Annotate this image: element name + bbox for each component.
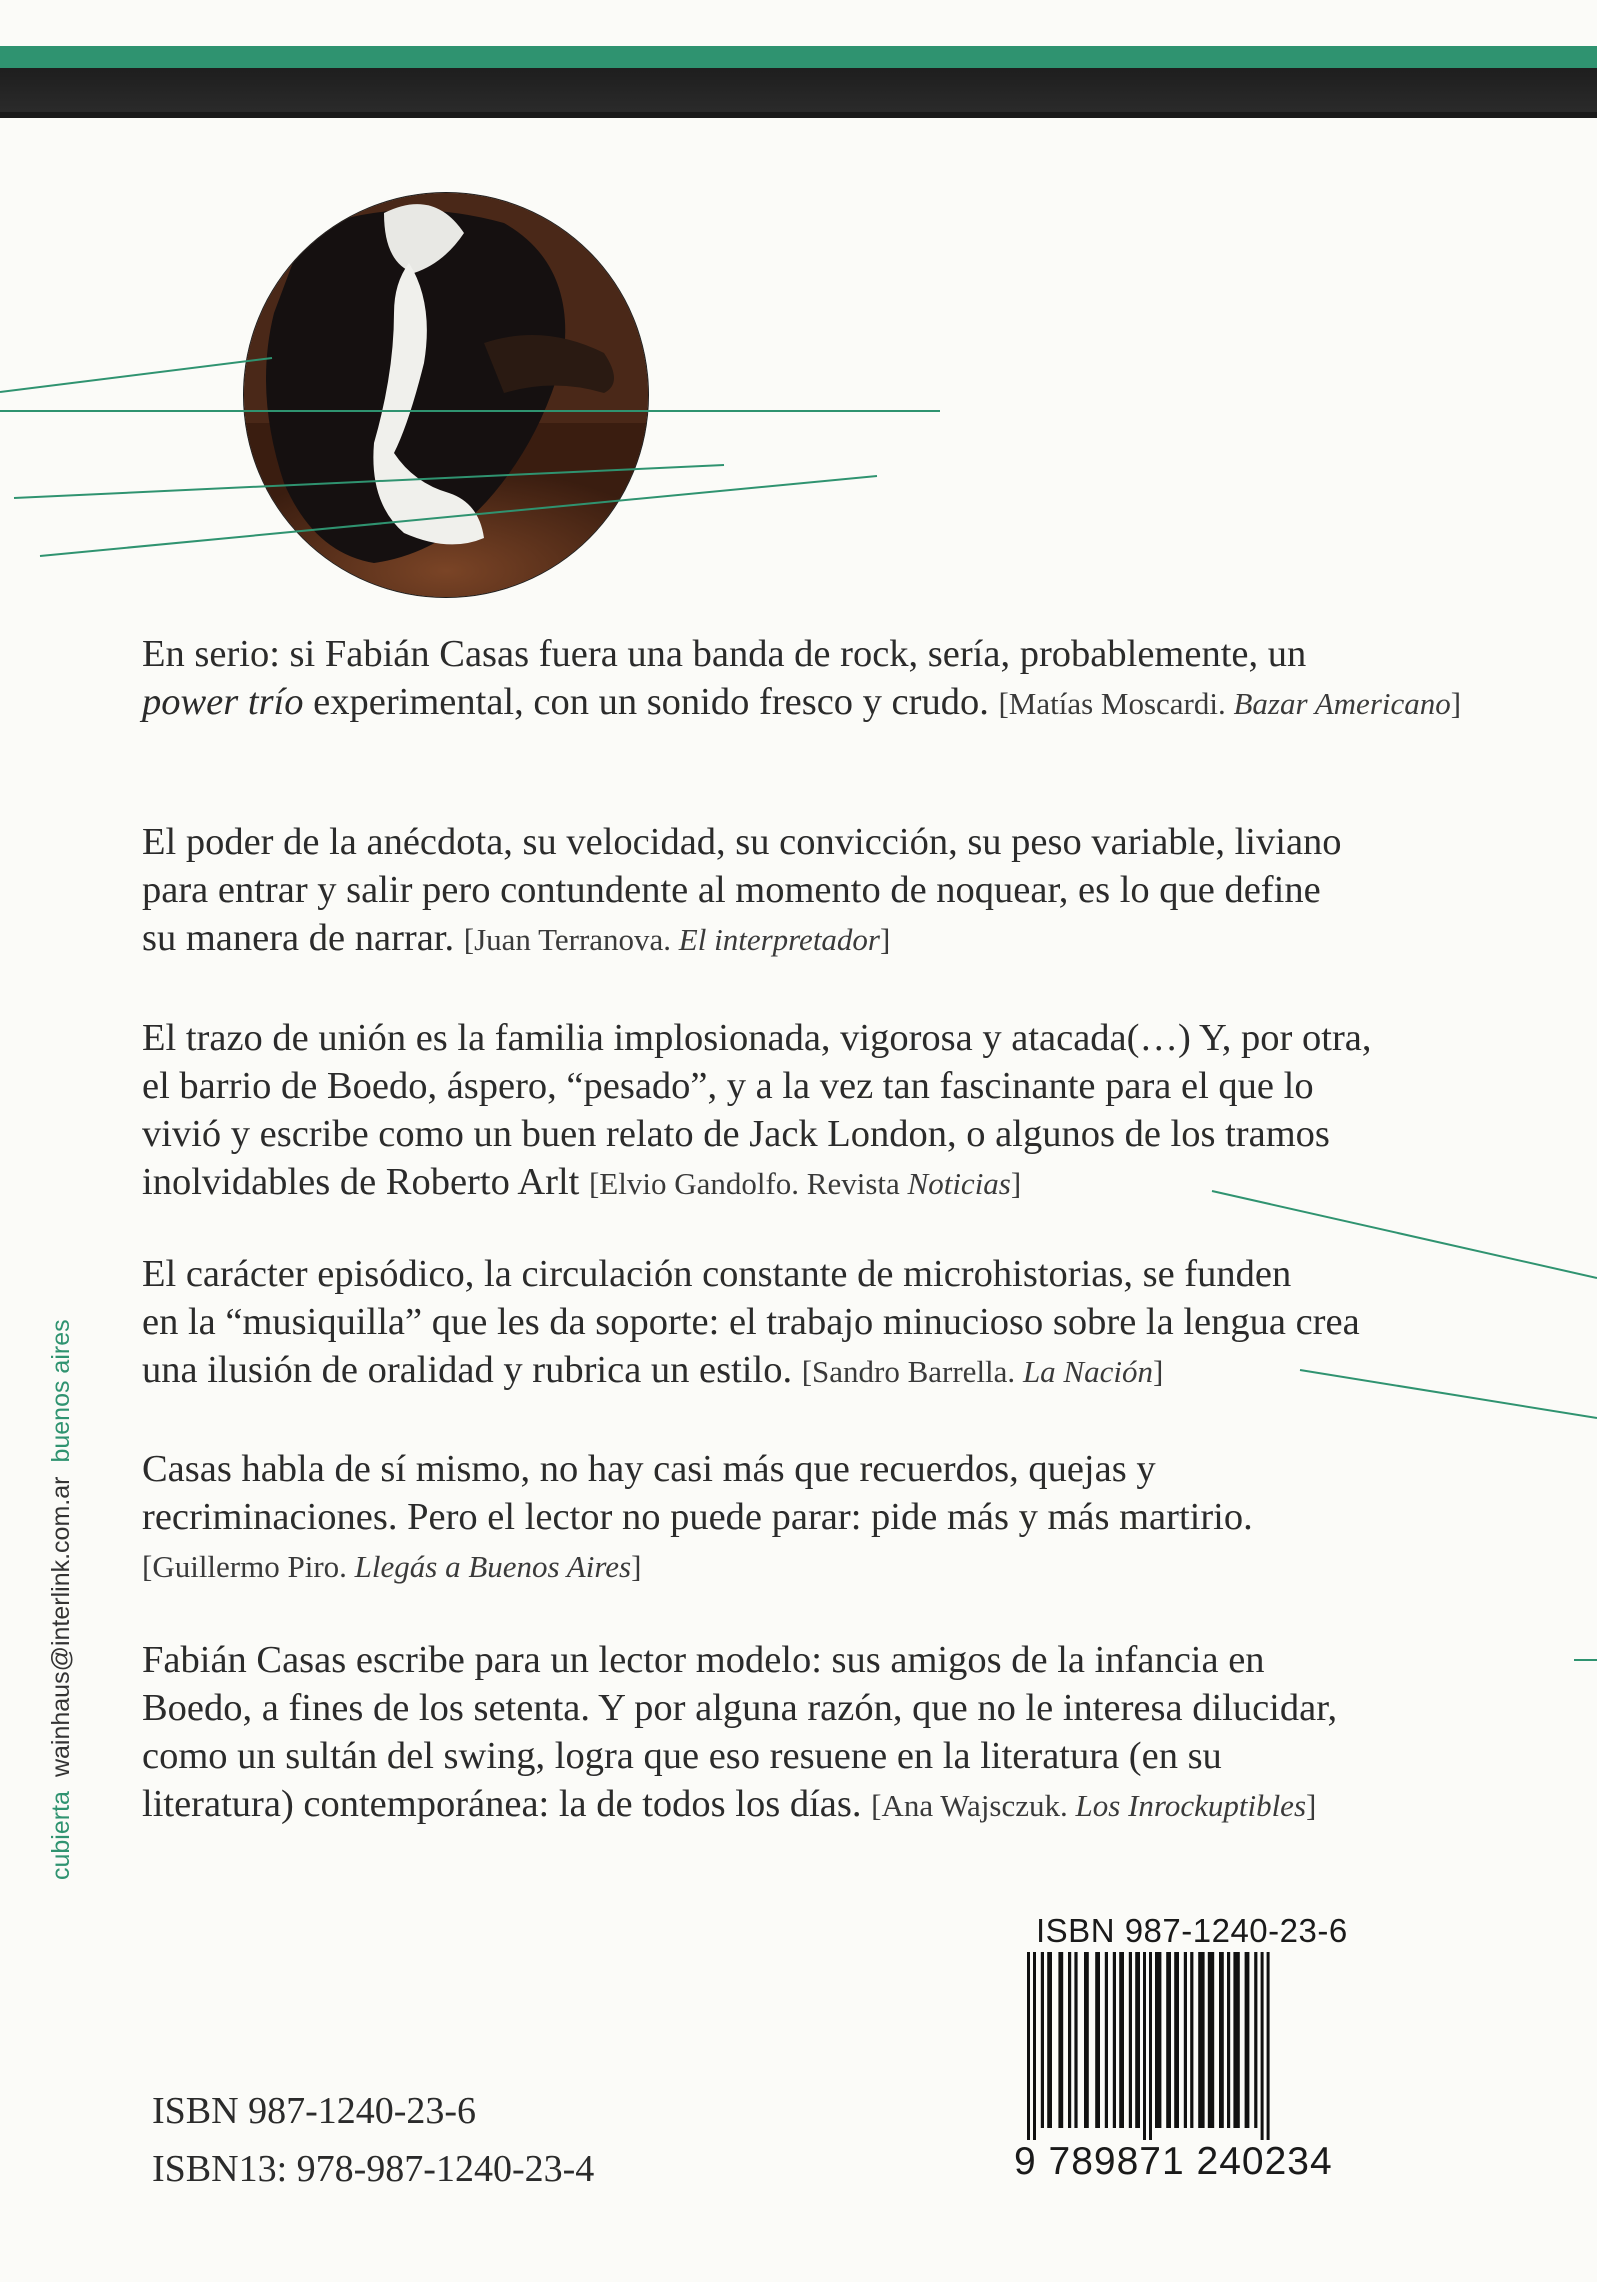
barcode-bar	[1267, 1952, 1270, 2142]
quote-2-line-1: El poder de la anécdota, su velocidad, su convicción, su peso variable, liviano	[142, 821, 1342, 863]
spine-credits	[47, 1319, 76, 1880]
barcode-bar	[1129, 1952, 1132, 2128]
publisher-city: buenos aires	[47, 1319, 75, 1463]
quote-1-cite	[998, 686, 1461, 721]
quote-6-line-3: como un sultán del swing, logra que eso resuene en la literatura (en su	[142, 1735, 1222, 1777]
barcode-bar	[1233, 1952, 1239, 2128]
barcode-bar	[1254, 1952, 1257, 2128]
cover-credit-label: cubierta	[47, 1791, 75, 1880]
barcode-bar	[1084, 1952, 1089, 2128]
quote-3-line-1: El trazo de unión es la familia implosionada, vigorosa y atacada(…) Y, por otra,	[142, 1017, 1372, 1059]
quote-4-cite-source: La Nación	[1022, 1354, 1153, 1389]
quote-2-line-2: para entrar y salir pero contundente al momento de noquear, es lo que define	[142, 869, 1321, 911]
review-quote-4	[142, 1250, 1512, 1396]
barcode-bar	[1261, 1952, 1264, 2142]
isbn-10: ISBN 987-1240-23-6	[152, 2090, 477, 2132]
quote-2-cite-close: ]	[880, 922, 891, 957]
quote-6-cite-author: [Ana Wajsczuk.	[871, 1788, 1068, 1823]
top-green-band	[0, 46, 1597, 68]
barcode-bar	[1166, 1952, 1171, 2128]
barcode-group-2: 240234	[1196, 2140, 1333, 2183]
quote-1-line-1: En serio: si Fabián Casas fuera una banda de rock, sería, probablemente, un	[142, 633, 1307, 675]
barcode-bar	[1198, 1952, 1204, 2128]
quote-6-line-2: Boedo, a fines de los setenta. Y por alguna razón, que no le interesa dilucidar,	[142, 1687, 1338, 1729]
quote-5-cite-source: Llegás a Buenos Aires	[354, 1549, 632, 1584]
quote-2-cite-author: [Juan Terranova.	[463, 922, 672, 957]
barcode-bar	[1219, 1952, 1224, 2128]
review-quote-2	[142, 818, 1512, 964]
quote-4-cite-author: [Sandro Barrella.	[801, 1354, 1016, 1389]
quote-6-cite-source: Los Inrockuptibles	[1075, 1788, 1307, 1823]
top-black-band	[0, 68, 1597, 118]
quote-2-cite	[464, 922, 891, 957]
barcode	[1011, 1906, 1391, 2142]
quote-4-line-2: en la “musiquilla” que les da soporte: el trabajo minucioso sobre la lengua crea	[142, 1301, 1360, 1343]
author-photo-circle	[244, 193, 648, 597]
barcode-bar	[1149, 1952, 1152, 2142]
barcode-bar	[1227, 1952, 1230, 2128]
barcode-bar	[1068, 1952, 1071, 2128]
quote-3-cite-source: Noticias	[907, 1166, 1011, 1201]
review-quote-3	[142, 1014, 1512, 1208]
barcode-bar	[1058, 1952, 1063, 2128]
barcode-bar	[1245, 1952, 1250, 2128]
quote-3-cite	[589, 1166, 1021, 1201]
review-quote-5	[142, 1445, 1512, 1591]
barcode-bar	[1135, 1952, 1140, 2128]
barcode-bar	[1027, 1952, 1030, 2142]
quote-1-line-2-rest: experimental, con un sonido fresco y crudo.	[303, 681, 989, 723]
quote-5-line-2: recriminaciones. Pero el lector no puede parar: pide más y más martirio.	[142, 1496, 1253, 1538]
barcode-bar	[1155, 1952, 1161, 2128]
barcode-bar	[1184, 1952, 1187, 2128]
review-quote-6	[142, 1636, 1512, 1830]
barcode-bar	[1190, 1952, 1193, 2128]
quote-4-line-1: El carácter episódico, la circulación constante de microhistorias, se funden	[142, 1253, 1292, 1295]
quote-4-cite	[802, 1354, 1164, 1389]
review-quote-1	[142, 630, 1512, 728]
quote-6-cite	[871, 1788, 1316, 1823]
quote-6-line-1: Fabián Casas escribe para un lector modelo: sus amigos de la infancia en	[142, 1639, 1265, 1681]
quote-4-line-3: una ilusión de oralidad y rubrica un estilo.	[142, 1349, 793, 1391]
barcode-bar	[1174, 1952, 1179, 2128]
quote-5-cite-author: [Guillermo Piro.	[142, 1549, 347, 1584]
barcode-bar	[1105, 1952, 1108, 2128]
barcode-first-digit: 9	[1014, 2140, 1037, 2183]
isbn-13: ISBN13: 978-987-1240-23-4	[152, 2148, 595, 2190]
quote-6-cite-close: ]	[1306, 1788, 1317, 1823]
barcode-bar	[1041, 1952, 1044, 2128]
publisher-email: wainhaus@interlink.com.ar	[47, 1476, 75, 1778]
quote-3-line-4: inolvidables de Roberto Arlt	[142, 1161, 580, 1203]
quote-5-line-1: Casas habla de sí mismo, no hay casi más que recuerdos, quejas y	[142, 1448, 1156, 1490]
quote-1-cite-source: Bazar Americano	[1233, 686, 1451, 721]
quote-6-line-4: literatura) contemporánea: la de todos los días.	[142, 1783, 862, 1825]
barcode-bar	[1208, 1952, 1214, 2128]
barcode-bar	[1119, 1952, 1124, 2128]
barcode-bar	[1033, 1952, 1036, 2142]
quote-1-emphasis: power trío	[142, 681, 304, 723]
quote-1-cite-author: [Matías Moscardi.	[998, 686, 1226, 721]
quote-3-line-3: vivió y escribe como un buen relato de Jack London, o algunos de los tramos	[142, 1113, 1330, 1155]
quote-2-line-3: su manera de narrar.	[142, 917, 455, 959]
isbn-block	[152, 2082, 594, 2198]
quote-3-cite-close: ]	[1010, 1166, 1022, 1201]
quote-5-cite	[142, 1549, 641, 1584]
barcode-bar	[1113, 1952, 1116, 2128]
barcode-bar	[1095, 1952, 1100, 2128]
barcode-group-1: 789871	[1048, 2140, 1185, 2183]
barcode-bar	[1047, 1952, 1052, 2128]
quote-3-cite-author: [Elvio Gandolfo. Revista	[588, 1166, 900, 1201]
quote-2-cite-source: El interpretador	[678, 922, 880, 957]
quote-4-cite-close: ]	[1152, 1354, 1164, 1389]
barcode-digits	[1014, 2140, 1333, 2184]
barcode-isbn-label: ISBN 987-1240-23-6	[1036, 1912, 1348, 1949]
quote-1-cite-close: ]	[1450, 686, 1462, 721]
barcode-bar	[1143, 1952, 1146, 2142]
quote-3-line-2: el barrio de Boedo, áspero, “pesado”, y a la vez tan fascinante para el que lo	[142, 1065, 1314, 1107]
barcode-bar	[1074, 1952, 1077, 2128]
quote-5-cite-close: ]	[631, 1549, 642, 1584]
